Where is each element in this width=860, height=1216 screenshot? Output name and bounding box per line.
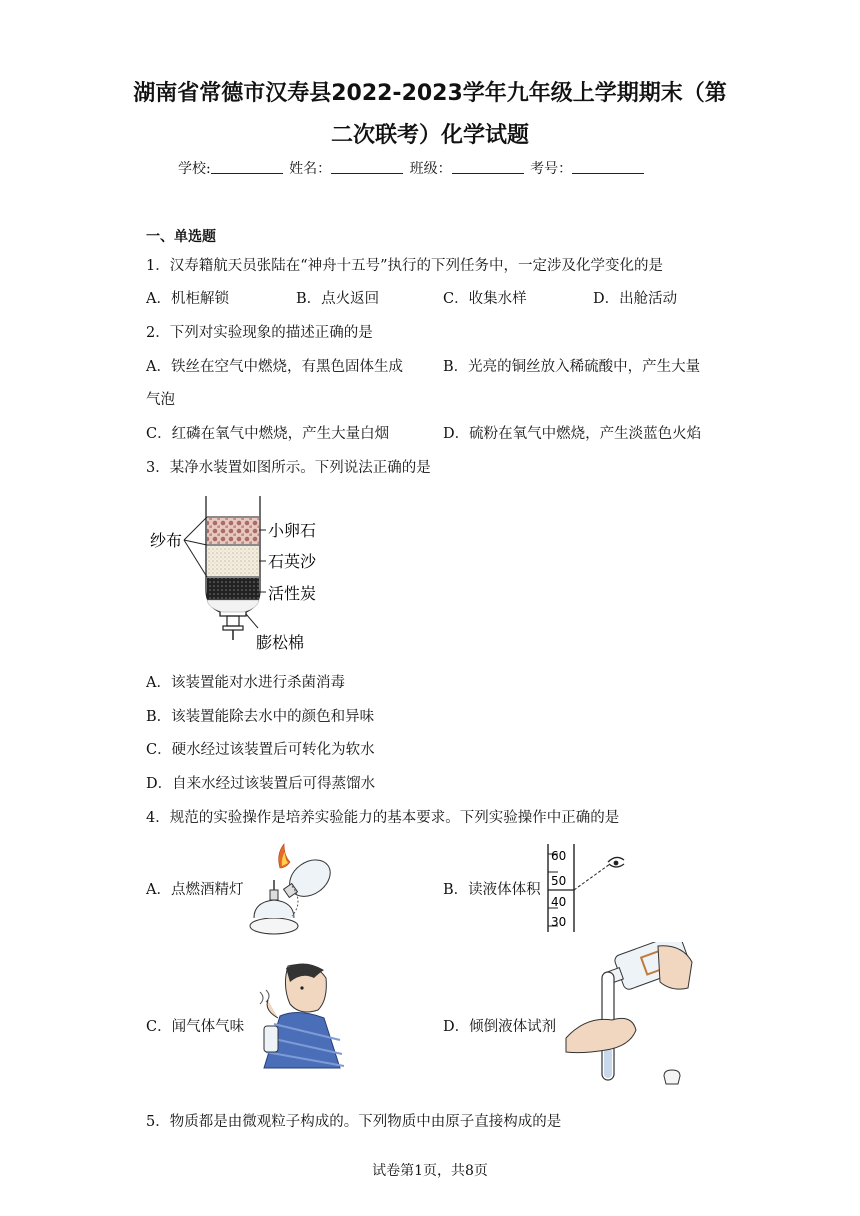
carbon-layer <box>207 578 259 600</box>
alcohol-lamp-figure <box>246 840 338 940</box>
sand-label: 石英沙 <box>268 552 317 571</box>
tick-label: 60 <box>551 849 567 863</box>
tick-label: 50 <box>551 874 567 888</box>
q3-option-a: A．该装置能对水进行杀菌消毒 <box>146 675 345 691</box>
school-blank <box>211 161 283 174</box>
hand-icon <box>566 1018 636 1052</box>
sand-layer <box>207 546 259 576</box>
pebble-layer <box>207 518 259 544</box>
gauze-label: 纱布 <box>150 531 183 550</box>
school-label: 学校: <box>178 161 211 177</box>
q1-option-c: C．收集水样 <box>443 291 527 307</box>
q4-option-d: D．倾倒液体试剂 <box>443 1019 557 1035</box>
page-title-line-1: 湖南省常德市汉寿县2022-2023学年九年级上学期期末（第 <box>133 81 727 106</box>
q2-stem: 2．下列对实验现象的描述正确的是 <box>146 325 373 341</box>
q3-stem: 3．某净水装置如图所示。下列说法正确的是 <box>146 460 431 476</box>
number-label: 考号： <box>530 161 573 177</box>
q1-option-d: D．出舱活动 <box>593 291 678 307</box>
cylinder-reading-figure <box>538 840 638 936</box>
q2-option-c: C．红磷在氧气中燃烧，产生大量白烟 <box>146 426 390 442</box>
q2-option-b-continued: 气泡 <box>146 392 175 408</box>
page-title-line-2: 二次联考）化学试题 <box>330 123 529 148</box>
q2-option-a: A．铁丝在空气中燃烧，有黑色固体生成 <box>146 359 403 375</box>
q2-option-d: D．硫粉在氧气中燃烧，产生淡蓝色火焰 <box>443 426 702 442</box>
q5-stem: 5．物质都是由微观粒子构成的。下列物质中由原子直接构成的是 <box>146 1114 562 1130</box>
q3-option-b: B．该装置能除去水中的颜色和异味 <box>146 709 375 725</box>
q3-option-d: D．自来水经过该装置后可得蒸馏水 <box>146 776 376 792</box>
stopper-icon <box>664 1070 680 1084</box>
class-label: 班级： <box>409 161 452 177</box>
name-label: 姓名： <box>289 161 332 177</box>
q1-option-b: B．点火返回 <box>296 291 380 307</box>
tick-label: 30 <box>551 915 567 929</box>
cotton-layer <box>207 600 259 612</box>
carbon-label: 活性炭 <box>268 584 317 603</box>
section-heading: 一、单选题 <box>146 229 216 245</box>
cotton-label: 膨松棉 <box>256 633 305 652</box>
hand-icon <box>658 946 692 989</box>
pebble-label: 小卵石 <box>268 521 317 540</box>
tick-label: 40 <box>551 895 567 909</box>
q4-option-b: B．读液体体积 <box>443 882 541 898</box>
pouring-liquid-figure <box>560 942 700 1090</box>
q4-option-c: C．闻气体气味 <box>146 1019 245 1035</box>
student-info-row <box>178 158 646 178</box>
name-blank <box>331 161 403 174</box>
q4-option-a: A．点燃酒精灯 <box>146 882 244 898</box>
eye-icon <box>608 857 624 867</box>
page-footer: 试卷第1页，共8页 <box>372 1163 488 1179</box>
q4-stem: 4．规范的实验操作是培养实验能力的基本要求。下列实验操作中正确的是 <box>146 810 620 826</box>
q3-option-c: C．硬水经过该装置后可转化为软水 <box>146 742 375 758</box>
smelling-gas-figure <box>244 960 354 1070</box>
bottle-icon <box>264 1026 278 1052</box>
number-blank <box>572 161 644 174</box>
class-blank <box>452 161 524 174</box>
water-filter-figure <box>140 488 340 658</box>
q2-option-b: B．光亮的铜丝放入稀硫酸中，产生大量 <box>443 359 701 375</box>
q1-option-a: A．机柜解锁 <box>146 291 229 307</box>
q1-stem: 1．汉寿籍航天员张陆在“神舟十五号”执行的下列任务中，一定涉及化学变化的是 <box>146 258 664 274</box>
